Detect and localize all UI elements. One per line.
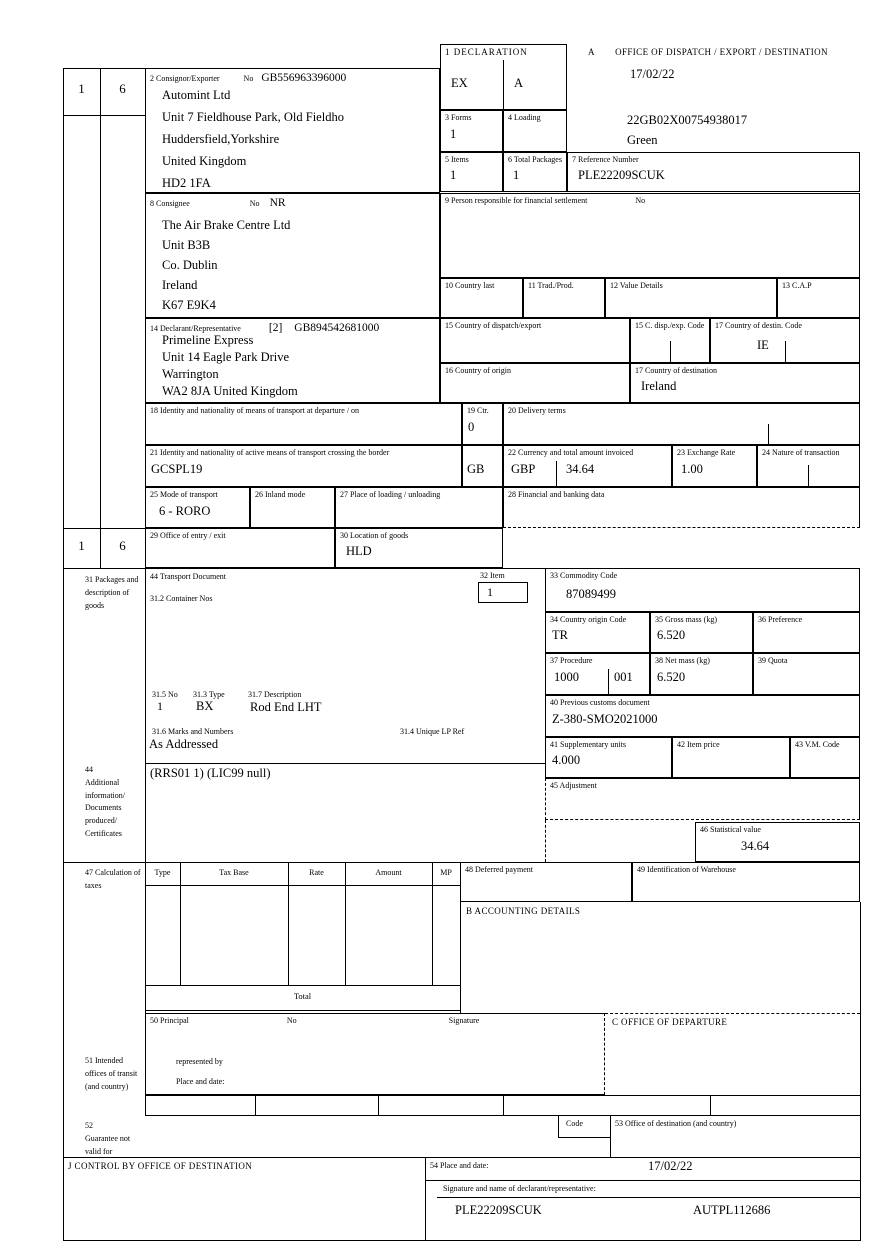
- box38-value: 6.520: [657, 670, 686, 684]
- box22-amount: 34.64: [566, 462, 595, 476]
- box16-label: 16 Country of origin: [445, 366, 511, 375]
- box12-label: 12 Value Details: [610, 281, 663, 290]
- divider: [288, 862, 289, 985]
- box23-exchange-rate: [672, 445, 757, 487]
- box31-6-marks-value: As Addressed: [149, 737, 219, 751]
- box42-label: 42 Item price: [677, 740, 720, 749]
- divider: [63, 528, 145, 529]
- box46-value: 34.64: [741, 839, 770, 853]
- box50-principal: [145, 1013, 605, 1095]
- box36-label: 36 Preference: [758, 615, 803, 624]
- box40-value: Z-380-SMO2021000: [552, 712, 658, 726]
- divider: [432, 862, 433, 985]
- tax-col-rate: Rate: [309, 868, 324, 877]
- box27-label: 27 Place of loading / unloading: [340, 490, 441, 499]
- divider: [145, 985, 460, 986]
- box41-supplementary-units: [545, 737, 672, 778]
- box23-label: 23 Exchange Rate: [677, 448, 736, 457]
- box11-label: 11 Trad./Prod.: [528, 281, 574, 290]
- box36-preference: [753, 612, 860, 653]
- box50-signature-label: Signature: [448, 1016, 480, 1025]
- box46-statistical-value: [695, 822, 860, 862]
- divider: [610, 1115, 611, 1157]
- box43-label: 43 V.M. Code: [795, 740, 840, 749]
- box23-value: 1.00: [681, 462, 703, 476]
- box5-value: 1: [450, 168, 457, 182]
- box30-label: 30 Location of goods: [340, 531, 409, 540]
- box47-label: 47 Calculation of taxes: [85, 868, 141, 890]
- divider: [180, 862, 181, 985]
- box14-eori: GB894542681000: [294, 322, 380, 334]
- box1-subtype: A: [514, 76, 524, 90]
- box50-label: 50 Principal: [150, 1016, 189, 1025]
- divider: [608, 669, 609, 695]
- box44-value: (RRS01 1) (LIC99 null): [150, 766, 271, 780]
- divider: [768, 424, 769, 445]
- box26-label: 26 Inland mode: [255, 490, 306, 499]
- box9-financial-settlement: [440, 193, 860, 278]
- box20-delivery-terms: [503, 403, 860, 445]
- box32-value: 1: [487, 585, 493, 599]
- box49-warehouse-id: [632, 862, 860, 902]
- box12-value-details: [605, 278, 777, 318]
- divider: [503, 60, 504, 110]
- box34-value: TR: [552, 628, 568, 642]
- box43-vm-code: [790, 737, 860, 778]
- box33-commodity-code: [545, 568, 860, 612]
- box44-label: [85, 764, 145, 841]
- box53-label: 53 Office of destination (and country): [615, 1119, 737, 1128]
- divider: [63, 68, 145, 69]
- divider: [670, 341, 671, 363]
- box13-label: 13 C.A.P: [782, 281, 812, 290]
- box25-mode-transport: [145, 487, 250, 528]
- box14-label: 14 Declarant/Representative: [150, 324, 241, 333]
- box10-country-last: [440, 278, 523, 318]
- divider: [100, 68, 101, 568]
- box28-label: 28 Financial and banking data: [508, 490, 605, 499]
- box35-value: 6.520: [657, 628, 686, 642]
- box48-label: 48 Deferred payment: [465, 865, 533, 874]
- box1-label: 1 DECLARATION: [445, 47, 528, 57]
- box8-consignee: [145, 193, 440, 318]
- box31-3-type-label: 31.3 Type: [193, 690, 225, 699]
- divider: [556, 461, 557, 487]
- box54-auth-ref: AUTPL112686: [693, 1203, 771, 1217]
- box22-label: 22 Currency and total amount invoiced: [508, 448, 634, 457]
- box29-label: 29 Office of entry / exit: [150, 531, 226, 540]
- divider: [145, 1010, 460, 1011]
- box15-label: 15 Country of dispatch/export: [445, 321, 542, 330]
- divider: [710, 1095, 711, 1115]
- box5-label: 5 Items: [445, 155, 469, 164]
- box30-location-goods: [335, 528, 503, 568]
- box32-label: 32 Item: [480, 571, 505, 580]
- divider: [860, 1157, 861, 1240]
- box20-label: 20 Delivery terms: [508, 406, 566, 415]
- box16-country-origin: [440, 363, 630, 403]
- tax-col-base: Tax Base: [219, 868, 249, 877]
- box25-label: 25 Mode of transport: [150, 490, 218, 499]
- divider: [145, 885, 460, 886]
- divider: [425, 1180, 860, 1181]
- box52-label-text: Guarantee not valid for: [85, 1133, 131, 1156]
- box30-value: HLD: [346, 544, 372, 558]
- box8-label: 8 Consignee: [150, 199, 190, 208]
- box7-label: 7 Reference Number: [572, 155, 639, 164]
- box31-5-no-value: 1: [157, 699, 163, 713]
- box9-label: 9 Person responsible for financial settlement: [445, 196, 588, 205]
- divider: [503, 1095, 504, 1115]
- box2-address: Automint Ltd Unit 7 Fieldhouse Park, Old Fieldho Huddersfield,Yorkshire United Kingdom HD2 1FA: [162, 88, 344, 190]
- box54-declarant-ref: PLE22209SCUK: [455, 1203, 542, 1217]
- box31-3-type-value: BX: [196, 699, 214, 713]
- section-a-header: [588, 47, 828, 57]
- tax-col-type: Type: [154, 868, 171, 877]
- box31-6-marks-label: 31.6 Marks and Numbers: [152, 727, 234, 736]
- divider: [63, 68, 64, 1240]
- divider: [558, 1137, 610, 1138]
- box8-address: The Air Brake Centre Ltd Unit B3B Co. Dublin Ireland K67 E9K4: [162, 218, 291, 312]
- box19-label: 19 Ctr.: [467, 406, 489, 415]
- box31-7-description-value: Rod End LHT: [250, 700, 322, 714]
- box35-label: 35 Gross mass (kg): [655, 615, 717, 624]
- box37-label: 37 Procedure: [550, 656, 593, 665]
- copy-index-6b: 6: [119, 538, 126, 553]
- box8-no-label: No: [249, 199, 260, 208]
- box28-financial-banking: [503, 487, 860, 528]
- box39-label: 39 Quota: [758, 656, 788, 665]
- box3-forms: [440, 110, 503, 152]
- divider: [255, 1095, 256, 1115]
- divider: [605, 1013, 860, 1014]
- box4-label: 4 Loading: [508, 113, 541, 122]
- box41-label: 41 Supplementary units: [550, 740, 626, 749]
- box44-label-text: Additional information/ Documents produced/ Certificates: [85, 777, 125, 838]
- box51-label: 51 Intended offices of transit (and country): [85, 1056, 138, 1091]
- divider: [378, 1095, 379, 1115]
- divider: [145, 763, 545, 764]
- box45-label: 45 Adjustment: [550, 781, 597, 790]
- box1-type: EX: [451, 76, 468, 90]
- box2-no-label: No: [243, 74, 254, 83]
- box9-no-label: No: [635, 196, 646, 205]
- box14-address: Primeline Express Unit 14 Eagle Park Drive Warrington WA2 8JA United Kingdom: [162, 333, 298, 398]
- box27-place-loading: [335, 487, 503, 528]
- box34-label: 34 Country origin Code: [550, 615, 627, 624]
- box2-label: 2 Consignor/Exporter: [150, 74, 220, 83]
- tax-col-mp: MP: [440, 868, 452, 877]
- box35-gross-mass: [650, 612, 753, 653]
- box38-net-mass: [650, 653, 753, 695]
- box21-value: GCSPL19: [151, 462, 203, 476]
- box44-number: 44: [85, 765, 93, 774]
- box54-signature-label: Signature and name of declarant/representative:: [443, 1184, 596, 1193]
- box50-no-label: No: [286, 1016, 297, 1025]
- divider: [860, 902, 861, 1013]
- box29-office-entry-exit: [145, 528, 335, 568]
- box6-label: 6 Total Packages: [508, 155, 562, 164]
- divider: [345, 862, 346, 985]
- box7-value: PLE22209SCUK: [578, 168, 665, 182]
- section-b-header: B ACCOUNTING DETAILS: [466, 906, 581, 916]
- box14-declarant-representative: [145, 318, 440, 403]
- box18-transport-departure: [145, 403, 462, 445]
- mrn-number: 22GB02X00754938017: [627, 113, 748, 127]
- box15-country-dispatch: [440, 318, 630, 363]
- box31-2-container-label: 31.2 Container Nos: [150, 594, 213, 603]
- box15a-label: 15 C. disp./exp. Code: [635, 321, 705, 330]
- dispatch-date: 17/02/22: [630, 67, 675, 81]
- box37-procedure: [545, 653, 650, 695]
- box17a-value: IE: [757, 338, 769, 352]
- box4-loading: [503, 110, 567, 152]
- divider: [785, 341, 786, 363]
- divider: [558, 1115, 559, 1137]
- divider: [437, 1197, 860, 1198]
- box21-nationality: GB: [467, 462, 485, 476]
- box21-active-transport: [145, 445, 462, 487]
- divider: [63, 115, 145, 116]
- box50-represented-label: represented by: [176, 1057, 223, 1066]
- box49-label: 49 Identification of Warehouse: [637, 865, 736, 874]
- box3-value: 1: [450, 127, 457, 141]
- box2-consignor-exporter: [145, 68, 440, 193]
- section-a-code: A: [588, 47, 595, 57]
- box45-adjustment: [545, 778, 860, 820]
- box6-total-packages: [503, 152, 567, 192]
- tax-col-amount: Amount: [375, 868, 402, 877]
- divider: [145, 1115, 860, 1116]
- box19-ctr: [462, 403, 503, 445]
- routing-indicator: Green: [627, 133, 658, 147]
- copy-index-1: 1: [78, 81, 85, 96]
- box34-country-origin-code: [545, 612, 650, 653]
- box7-reference-number: [567, 152, 860, 192]
- box54-date: 17/02/22: [648, 1159, 693, 1173]
- divider: [545, 820, 546, 862]
- box50-place-date-label: Place and date:: [176, 1077, 225, 1086]
- box19-value: 0: [468, 420, 475, 434]
- box38-label: 38 Net mass (kg): [655, 656, 710, 665]
- divider: [860, 1013, 861, 1157]
- box13-cap: [777, 278, 860, 318]
- box17-country-destination: [630, 363, 860, 403]
- box3-label: 3 Forms: [445, 113, 472, 122]
- box40-label: 40 Previous customs document: [550, 698, 650, 707]
- box33-label: 33 Commodity Code: [550, 571, 618, 580]
- box31-4-lp-label: 31.4 Unique LP Ref: [400, 727, 465, 736]
- box32-item-number: [478, 582, 528, 603]
- section-j-header: J CONTROL BY OFFICE OF DESTINATION: [68, 1161, 253, 1171]
- divider: [460, 902, 461, 1013]
- box17-value: Ireland: [641, 379, 677, 393]
- box18-label: 18 Identity and nationality of means of transport at departure / on: [150, 406, 360, 415]
- divider: [63, 1157, 861, 1158]
- box31-7-description-label: 31.7 Description: [248, 690, 302, 699]
- box31-5-no-label: 31.5 No: [152, 690, 178, 699]
- box41-value: 4.000: [552, 753, 581, 767]
- box17a-label: 17 Country of destin. Code: [715, 321, 802, 330]
- box17-label: 17 Country of destination: [635, 366, 717, 375]
- box37-value1: 1000: [554, 670, 579, 684]
- box44-transport-doc-label: 44 Transport Document: [150, 572, 226, 581]
- box39-quota: [753, 653, 860, 695]
- box40-previous-document: [545, 695, 860, 737]
- divider: [808, 465, 809, 487]
- box5-items: [440, 152, 503, 192]
- box21-nationality-cell: [462, 445, 503, 487]
- divider: [425, 1157, 426, 1240]
- box52-code-label: Code: [566, 1119, 583, 1128]
- box10-label: 10 Country last: [445, 281, 495, 290]
- box22-currency: GBP: [511, 462, 536, 476]
- copy-index-1b: 1: [78, 538, 85, 553]
- box26-inland-mode: [250, 487, 335, 528]
- copy-index-6: 6: [119, 81, 126, 96]
- box21-label: 21 Identity and nationality of active means of transport crossing the border: [150, 448, 390, 457]
- box54-label: 54 Place and date:: [430, 1161, 489, 1170]
- box11-trad-prod: [523, 278, 605, 318]
- tax-total-label: Total: [293, 991, 312, 1001]
- box33-value: 87089499: [566, 587, 616, 601]
- section-c-header: C OFFICE OF DEPARTURE: [612, 1017, 728, 1027]
- box42-item-price: [672, 737, 790, 778]
- box31-label: 31 Packages and description of goods: [85, 575, 139, 610]
- box2-eori: GB556963396000: [261, 72, 347, 84]
- divider: [63, 1240, 861, 1241]
- box14-code: [2]: [268, 322, 283, 334]
- box25-value: 6 - RORO: [159, 504, 211, 518]
- box52-number: 52: [85, 1121, 93, 1130]
- box22-currency-amount: [503, 445, 672, 487]
- box52-label: [85, 1120, 140, 1158]
- box6-value: 1: [513, 168, 520, 182]
- box37-value2: 001: [614, 670, 633, 684]
- section-a-title: OFFICE OF DISPATCH / EXPORT / DESTINATION: [615, 47, 828, 57]
- box48-deferred-payment: [460, 862, 632, 902]
- box46-label: 46 Statistical value: [700, 825, 761, 834]
- box8-id: NR: [269, 197, 286, 209]
- box24-label: 24 Nature of transaction: [762, 448, 840, 457]
